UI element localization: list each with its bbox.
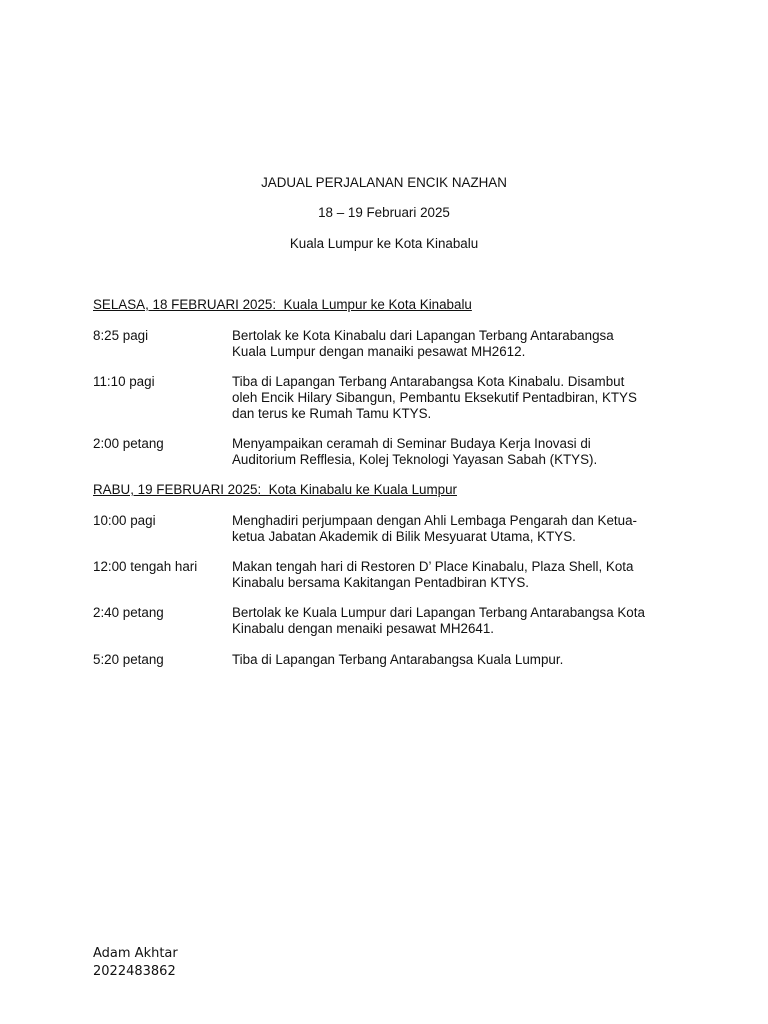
entry-line: dan terus ke Rumah Tamu KTYS. bbox=[232, 406, 432, 421]
entry-description bbox=[232, 436, 682, 468]
entry-line: Tiba di Lapangan Terbang Antarabangsa Kuala Lumpur. bbox=[232, 652, 564, 667]
day-heading-wednesday: RABU, 19 FEBRUARI 2025: Kota Kinabalu ke Kuala Lumpur bbox=[93, 482, 457, 497]
entry-description bbox=[232, 605, 682, 637]
day-heading-tuesday: SELASA, 18 FEBRUARI 2025: Kuala Lumpur ke Kota Kinabalu bbox=[93, 297, 472, 312]
entry-time: 2:40 petang bbox=[93, 605, 164, 620]
entry-description bbox=[232, 328, 682, 360]
entry-line: Makan tengah hari di Restoren D’ Place Kinabalu, Plaza Shell, Kota bbox=[232, 559, 634, 574]
entry-description bbox=[232, 652, 682, 668]
footer-id: 2022483862 bbox=[93, 964, 176, 979]
entry-line: Kinabalu dengan menaiki pesawat MH2641. bbox=[232, 621, 495, 636]
entry-time: 10:00 pagi bbox=[93, 513, 156, 528]
entry-line: Menyampaikan ceramah di Seminar Budaya Kerja Inovasi di bbox=[232, 436, 591, 451]
document-route: Kuala Lumpur ke Kota Kinabalu bbox=[289, 236, 479, 251]
entry-line: Auditorium Refflesia, Kolej Teknologi Yayasan Sabah (KTYS). bbox=[232, 452, 598, 467]
entry-line: Bertolak ke Kuala Lumpur dari Lapangan Terbang Antarabangsa Kota bbox=[232, 605, 645, 620]
entry-line: Kuala Lumpur dengan manaiki pesawat MH2612. bbox=[232, 344, 526, 359]
entry-line: ketua Jabatan Akademik di Bilik Mesyuarat Utama, KTYS. bbox=[232, 529, 576, 544]
footer-name: Adam Akhtar bbox=[93, 946, 178, 961]
entry-line: Bertolak ke Kota Kinabalu dari Lapangan Terbang Antarabangsa bbox=[232, 328, 614, 343]
entry-time: 12:00 tengah hari bbox=[93, 559, 198, 574]
entry-description bbox=[232, 559, 682, 591]
entry-time: 11:10 pagi bbox=[93, 374, 155, 389]
document-title: JADUAL PERJALANAN ENCIK NAZHAN bbox=[261, 175, 507, 190]
entry-description bbox=[232, 374, 682, 422]
entry-time: 8:25 pagi bbox=[93, 328, 149, 343]
entry-line: Kinabalu bersama Kakitangan Pentadbiran KTYS. bbox=[232, 575, 530, 590]
entry-line: Tiba di Lapangan Terbang Antarabangsa Kota Kinabalu. Disambut bbox=[232, 374, 625, 389]
document-dates: 18 – 19 Februari 2025 bbox=[318, 205, 450, 220]
entry-time: 2:00 petang bbox=[93, 436, 164, 451]
entry-line: oleh Encik Hilary Sibangun, Pembantu Eksekutif Pentadbiran, KTYS bbox=[232, 390, 637, 405]
entry-time: 5:20 petang bbox=[93, 652, 164, 667]
entry-line: Menghadiri perjumpaan dengan Ahli Lembaga Pengarah dan Ketua- bbox=[232, 513, 637, 528]
entry-description bbox=[232, 513, 682, 545]
